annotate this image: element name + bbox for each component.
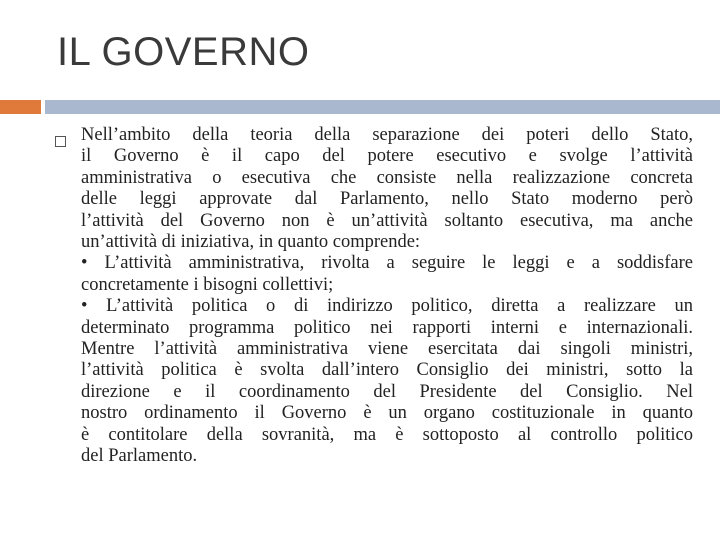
body-line: l’attività del Governo non è un’attività soltanto esecutiva, ma anche (81, 210, 693, 231)
slide-body-text (81, 125, 693, 468)
body-line: è contitolare della sovranità, ma è sottoposto al controllo politico (81, 424, 693, 445)
accent-bar (0, 100, 41, 114)
body-line: Mentre l’attività amministrativa viene esercitata dai singoli ministri, (81, 339, 693, 360)
body-line: direzione e il coordinamento del Presidente del Consiglio. Nel (81, 381, 693, 402)
body-line: delle leggi approvate dal Parlamento, nello Stato moderno però (81, 189, 693, 210)
body-line: del Parlamento. (81, 446, 198, 467)
body-line: Nell’ambito della teoria della separazione dei poteri dello Stato, (81, 125, 693, 145)
body-line: nostro ordinamento il Governo è un organo costituzionale in quanto (81, 403, 693, 424)
body-line: amministrativa o esecutiva che consiste nella realizzazione concreta (81, 167, 693, 188)
body-line: • L’attività amministrativa, rivolta a seguire le leggi e a soddisfare (81, 253, 693, 274)
slide-title: IL GOVERNO (57, 30, 310, 74)
body-line: il Governo è il capo del potere esecutivo e svolge l’attività (81, 146, 693, 167)
body-line: determinato programma politico nei rapporti interni e internazionali. (81, 317, 693, 338)
body-line: un’attività di iniziativa, in quanto comprende: (81, 232, 421, 253)
hollow-square-bullet-icon (55, 136, 66, 147)
title-rule-bar (45, 100, 720, 114)
body-line: concretamente i bisogni collettivi; (81, 274, 334, 295)
body-line: l’attività politica è svolta dall’intero Consiglio dei ministri, sotto la (81, 360, 693, 381)
body-line: • L’attività politica o di indirizzo politico, diretta a realizzare un (81, 296, 693, 317)
